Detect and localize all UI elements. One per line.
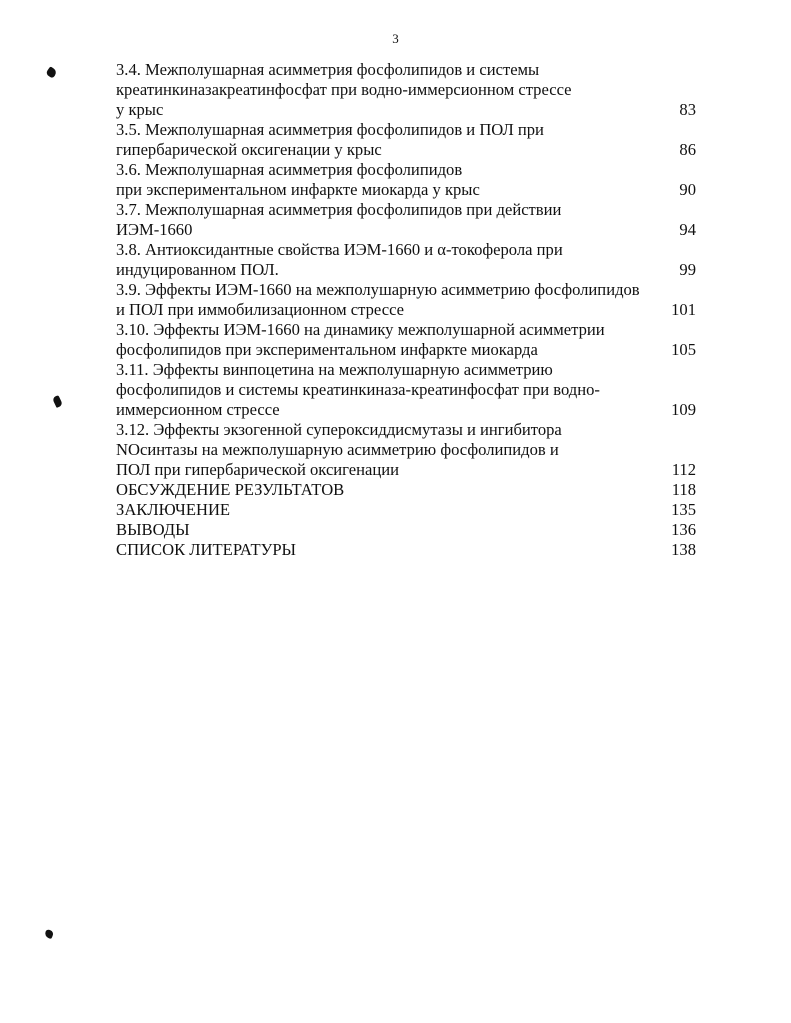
toc-entry-line [116, 300, 696, 320]
toc-entry [116, 520, 696, 540]
toc-entry-page: 138 [671, 540, 696, 559]
toc-entry-page: 105 [671, 340, 696, 359]
toc-entry-page: 118 [671, 480, 696, 499]
toc-entry-page: 136 [671, 520, 696, 539]
toc-entry-line [116, 420, 696, 440]
toc-entry-line [116, 460, 696, 480]
toc-entry-title: 3.8. Антиоксидантные свойства ИЭМ-1660 и α-токоферола при [116, 240, 563, 259]
toc-entry [116, 120, 696, 160]
toc-entry-line [116, 140, 696, 160]
toc-entry-line [116, 360, 696, 380]
toc-entry [116, 540, 696, 560]
toc-entry-line [116, 480, 696, 500]
toc-entry-page: 94 [679, 220, 696, 239]
toc-entry-line [116, 60, 696, 80]
toc-entry-page: 83 [679, 100, 696, 119]
toc-entry-page: 112 [671, 460, 696, 479]
toc-entry-line [116, 200, 696, 220]
toc-entry-title: гипербарической оксигенации у крыс [116, 140, 382, 159]
toc-entry-line [116, 180, 696, 200]
toc-entry-page: 135 [671, 500, 696, 519]
toc-entry-page: 86 [679, 140, 696, 159]
scan-speck [44, 929, 54, 939]
toc-entry-line [116, 100, 696, 120]
toc-entry-title: 3.4. Межполушарная асимметрия фосфолипидов и системы [116, 60, 540, 79]
toc-entry-line [116, 400, 696, 420]
toc-entry-title: креатинкиназакреатинфосфат при водно-иммерсионном стрессе [116, 80, 572, 99]
toc-entry-title: фосфолипидов при экспериментальном инфаркте миокарда [116, 340, 538, 359]
toc-entry-title: ПОЛ при гипербарической оксигенации [116, 460, 400, 479]
toc-entry [116, 480, 696, 500]
toc-entry-title: иммерсионном стрессе [116, 400, 280, 419]
toc-entry-title: 3.7. Межполушарная асимметрия фосфолипидов при действии [116, 200, 562, 219]
toc-entry-line [116, 240, 696, 260]
toc-entry-line [116, 540, 696, 560]
toc-entry-title: 3.5. Межполушарная асимметрия фосфолипидов и ПОЛ при [116, 120, 544, 139]
toc-entry-title: 3.11. Эффекты винпоцетина на межполушарную асимметрию [116, 360, 553, 379]
toc-entry [116, 320, 696, 360]
toc-entry-line [116, 380, 696, 400]
toc-entry-page: 109 [671, 400, 696, 419]
toc-entry [116, 240, 696, 280]
toc-entry-line [116, 160, 696, 180]
toc-entry-line [116, 320, 696, 340]
toc-entry [116, 500, 696, 520]
toc-entry-title: при экспериментальном инфаркте миокарда у крыс [116, 180, 480, 199]
toc-entry [116, 360, 696, 420]
toc-entry [116, 200, 696, 240]
toc-entry-line [116, 440, 696, 460]
toc-entry-title: индуцированном ПОЛ. [116, 260, 279, 279]
toc-entry-line [116, 280, 696, 300]
toc-entry [116, 280, 696, 320]
page-number: 3 [392, 31, 399, 46]
toc-entry-title: ВЫВОДЫ [116, 520, 190, 539]
toc-entry-line [116, 500, 696, 520]
toc-entry-title: 3.10. Эффекты ИЭМ-1660 на динамику межполушарной асимметрии [116, 320, 605, 339]
toc-entry-title: и ПОЛ при иммобилизационном стрессе [116, 300, 405, 319]
toc-entry-title: фосфолипидов и системы креатинкиназа-креатинфосфат при водно- [116, 380, 600, 399]
toc-entry-page: 90 [679, 180, 696, 199]
toc-entry-title: 3.6. Межполушарная асимметрия фосфолипидов [116, 160, 463, 179]
toc-entry [116, 420, 696, 480]
scan-speck [45, 66, 58, 79]
toc-entry [116, 60, 696, 120]
toc-entry-line [116, 340, 696, 360]
toc-entry-line [116, 80, 696, 100]
toc-entry [116, 160, 696, 200]
toc-entry-title: СПИСОК ЛИТЕРАТУРЫ [116, 540, 297, 559]
toc-entry-line [116, 120, 696, 140]
toc-entry-title: ИЭМ-1660 [116, 220, 193, 239]
toc-entry-line [116, 220, 696, 240]
toc-entry-line [116, 520, 696, 540]
toc-entry-page: 99 [679, 260, 696, 279]
scan-speck [52, 395, 63, 408]
toc-entry-page: 101 [671, 300, 696, 319]
toc-entry-title: ЗАКЛЮЧЕНИЕ [116, 500, 231, 519]
toc-entry-title: у крыс [116, 100, 164, 119]
toc-entry-title: ОБСУЖДЕНИЕ РЕЗУЛЬТАТОВ [116, 480, 345, 499]
table-of-contents [116, 60, 696, 560]
toc-entry-title: 3.9. Эффекты ИЭМ-1660 на межполушарную асимметрию фосфолипидов [116, 280, 640, 299]
toc-entry-title: 3.12. Эффекты экзогенной супероксиддисмутазы и ингибитора [116, 420, 562, 439]
toc-entry-title: NOсинтазы на межполушарную асимметрию фосфолипидов и [116, 440, 559, 459]
toc-entry-line [116, 260, 696, 280]
